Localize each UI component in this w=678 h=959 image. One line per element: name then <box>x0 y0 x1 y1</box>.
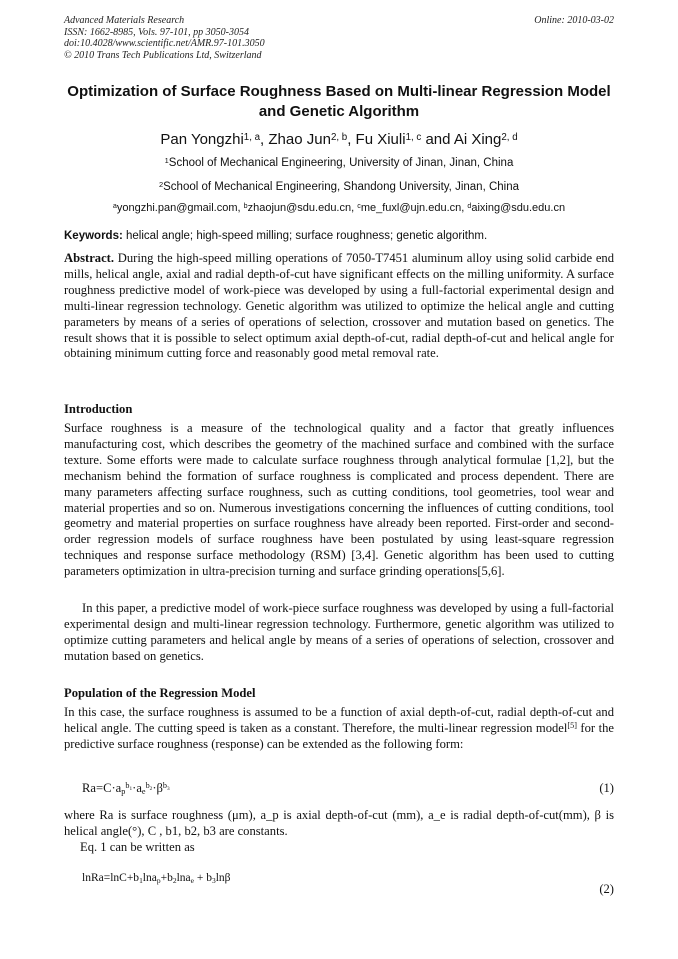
affiliation-sup: 2 <box>158 179 164 189</box>
introduction-paragraph-2: In this paper, a predictive model of work-piece surface roughness was developed by using a full-factorial experimental design and multi-linear regression technology. Furthermore, genetic algorithm was utilized to optimize cutting parameters and helical angle by means of a series of operations of selection, crossover and mutation based on genetics. <box>64 601 614 663</box>
email-sup: d <box>467 201 472 210</box>
population-paragraph <box>64 705 614 753</box>
affiliation-text: School of Mechanical Engineering, Shandong University, Jinan, China <box>163 181 520 193</box>
journal-name: Advanced Materials Research <box>64 15 185 26</box>
affiliation-sup: 1 <box>164 155 169 165</box>
keywords-text: helical angle; high-speed milling; surface roughness; genetic algorithm. <box>122 230 488 242</box>
issn-line: ISSN: 1662-8985, Vols. 97-101, pp 3050-3054 <box>64 26 249 38</box>
equation-1: $Ra=C\cdot a_p^{b_1}\cdot a_e^{b_2}\cdot\beta^{b_3}$ <box>82 781 170 797</box>
online-date: Online: 2010-03-02 <box>534 15 614 26</box>
copyright-line: © 2010 Trans Tech Publications Ltd, Switzerland <box>64 49 262 61</box>
population-heading: Population of the Regression Model <box>64 686 256 700</box>
author-sep: and <box>421 131 454 148</box>
eq1-intro: Eq. 1 can be written as <box>80 840 195 854</box>
email-sup: a <box>112 201 117 210</box>
email-sup: b <box>243 201 248 210</box>
author-sup: 1, a <box>243 131 261 143</box>
author-sep: , <box>260 131 269 148</box>
author-sup: 2, b <box>330 131 348 143</box>
email-list <box>64 201 614 216</box>
email-link[interactable]: me_fuxl@ujn.edu.cn, <box>360 202 468 214</box>
author-list <box>64 131 614 149</box>
keywords <box>64 229 614 244</box>
introduction-heading: Introduction <box>64 402 133 416</box>
introduction-paragraph-1: Surface roughness is a measure of the technological quality and a factor that greatly influences manufacturing cost, which describes the geometry of the machined surface and combined with the surface texture. Some efforts were made to calculate surface roughness through analytical formulae [1,2], but the mechanism behind the formation of surface roughness is complicated and process dependent. There are many parameters affecting surface roughness, such as cutting conditions, tool geometries, tool wear and material properties and so on. Numerous investigations concerning the influences of cutting conditions, tool geometry and material properties on surface roughness have already been reported. First-order and second-order regression models of surface roughness have been postulated by using least-square regression techniques and response surface methodology (RSM) [3,4]. Genetic algorithm has been used to cutting parameters optimization in ultra-precision turning and surface grinding operations[5,6]. <box>64 421 614 579</box>
journal-header <box>64 15 484 61</box>
keywords-label: Keywords: <box>64 230 123 242</box>
author-sup: 2, d <box>501 131 518 143</box>
email-link[interactable]: yongzhi.pan@gmail.com, <box>116 202 244 214</box>
email-sup: c <box>357 201 361 210</box>
equation-2: $lnRa=\ln C+b_1\ln a_p+b_2\ln a_e + b_3\ln\beta$ <box>82 872 231 886</box>
citation-ref: [5] <box>567 721 577 731</box>
affiliation-2 <box>64 180 614 195</box>
where-paragraph: where Ra is surface roughness (μm), a_p is axial depth-of-cut (mm), a_e is radial depth-of-cut(mm), β is helical angle(°), C , b1, b2, b3 are constants. <box>64 808 614 838</box>
author-name: Ai Xing <box>453 131 502 148</box>
population-text: In this case, the surface roughness is assumed to be a function of axial depth-of-cut, radial depth-of-cut and helical angle. The cutting speed is taken as a constant. Therefore, the multi-linear regression model <box>64 705 614 735</box>
equation-1-number: (1) <box>599 781 614 795</box>
affiliation-1 <box>64 156 614 171</box>
equation-2-number: (2) <box>599 882 614 896</box>
doi-line: doi:10.4028/www.scientific.net/AMR.97-101.3050 <box>64 38 265 49</box>
population-text-cont: for the predictive surface roughness (response) can be extended as the following form: <box>64 720 614 751</box>
paper-title: Optimization of Surface Roughness Based on Multi-linear Regression Model and Genetic Algorithm <box>67 83 611 120</box>
email-link[interactable]: aixing@sdu.edu.cn <box>471 202 566 214</box>
author-name: Pan Yongzhi <box>160 131 244 148</box>
author-sep: , <box>347 131 356 148</box>
affiliation-text: School of Mechanical Engineering, University of Jinan, Jinan, China <box>168 157 514 169</box>
abstract-label: Abstract. <box>64 251 115 265</box>
author-name: Zhao Jun <box>268 131 331 148</box>
abstract <box>64 251 614 362</box>
author-sup: 1, c <box>405 131 422 143</box>
email-link[interactable]: zhaojun@sdu.edu.cn, <box>247 202 358 214</box>
author-name: Fu Xiuli <box>355 131 406 148</box>
abstract-text: During the high-speed milling operations of 7050-T7451 aluminum alloy using solid carbide end mills, helical angle, axial and radial depth-of-cut have significant effects on the milling uniformity. A surface roughness predictive model of work-piece was developed by using a full-factorial experimental design and multi-linear regression technology. Genetic algorithm was utilized to optimize the helical angle and cutting parameters by means of a series of operations of selection, crossover and mutation based on genetics. The result shows that it is possible to select optimum axial depth-of-cut, radial depth-of-cut and helical angle for obtaining minimum cutting force and reasonably good metal removal rate. <box>64 251 614 361</box>
